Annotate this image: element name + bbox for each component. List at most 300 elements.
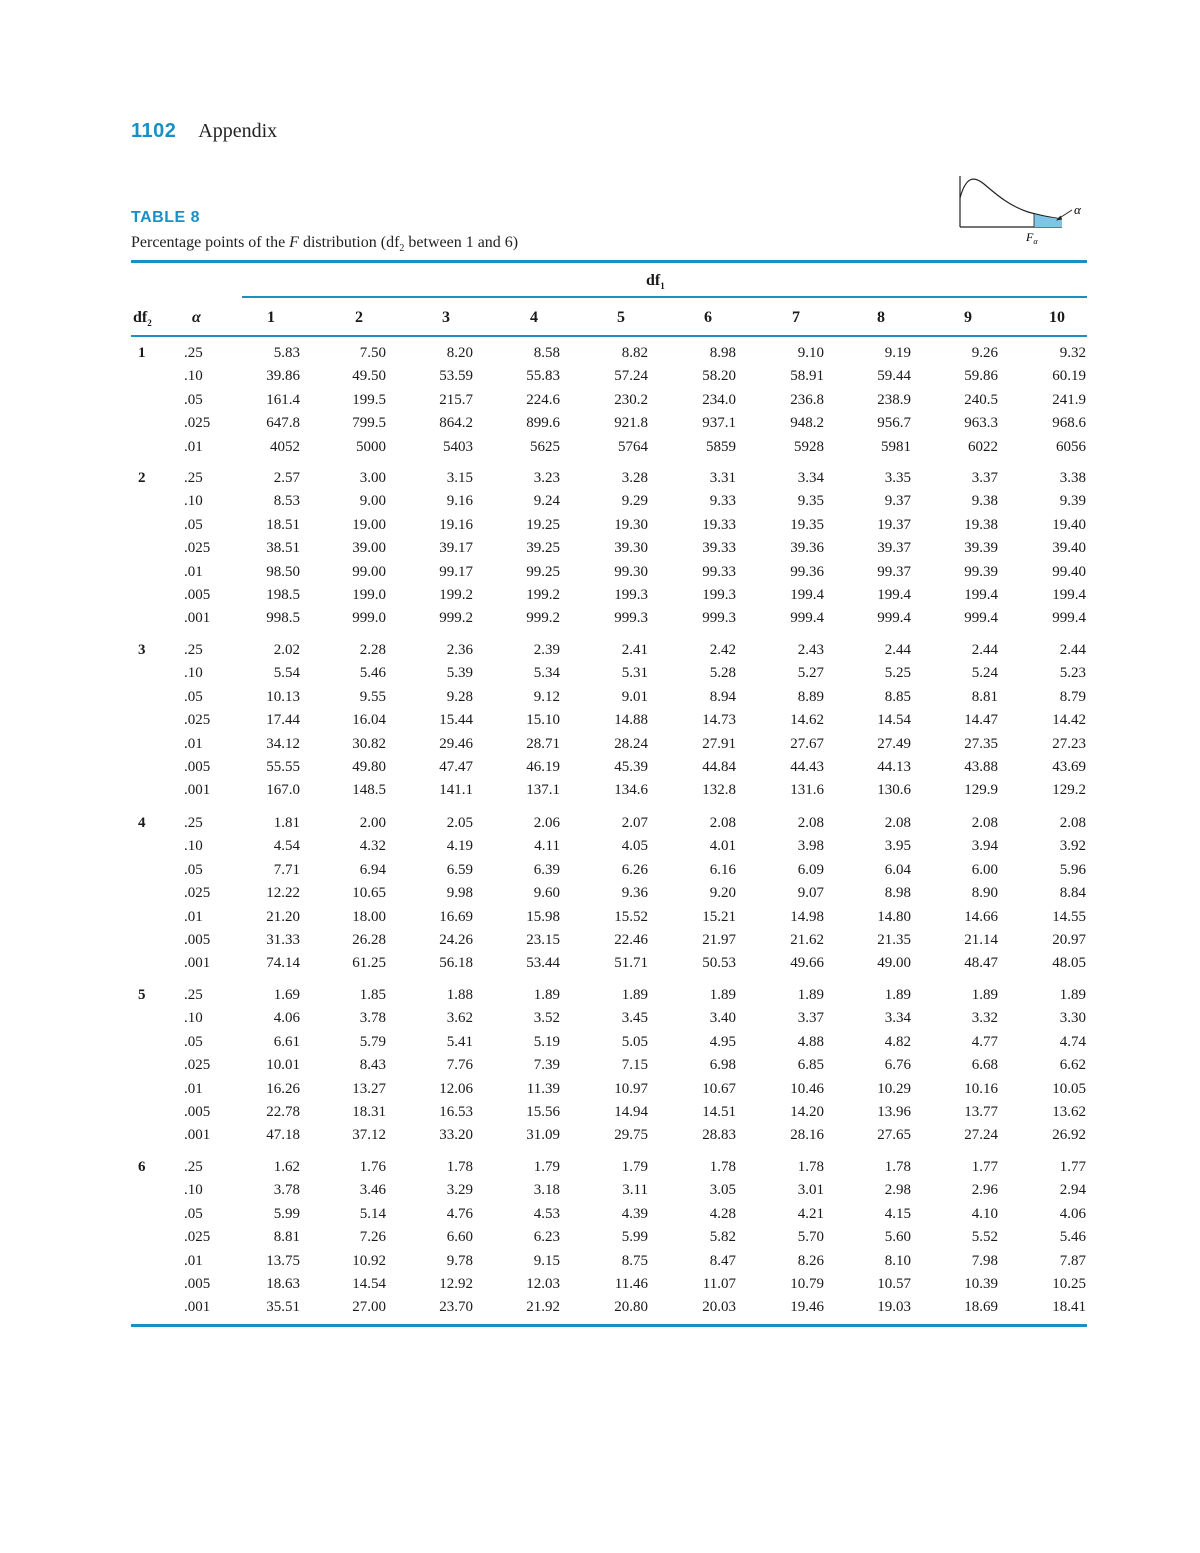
table-cell: 2.41 (621, 642, 648, 658)
table-cell: 19.25 (526, 516, 560, 533)
table-cell: 4.88 (797, 1033, 824, 1050)
alpha-value: .01 (184, 438, 203, 455)
table-cell: 1.78 (797, 1159, 824, 1175)
table-cell: 19.33 (702, 516, 736, 533)
table-cell: 10.92 (352, 1252, 386, 1269)
table-cell: 39.39 (964, 540, 998, 557)
alpha-value: .025 (184, 540, 211, 557)
table-cell: 20.03 (702, 1299, 736, 1316)
table-cell: 53.44 (526, 955, 560, 972)
table-cell: 18.31 (352, 1104, 386, 1120)
table-cell: 38.51 (266, 540, 300, 557)
table-cell: 6.94 (359, 861, 386, 878)
table-cell: 1.89 (971, 987, 998, 1003)
table-cell: 47.18 (266, 1127, 300, 1144)
table-cell: 14.73 (702, 712, 736, 729)
table-cell: 5403 (443, 438, 473, 455)
table-cell: 9.15 (533, 1252, 560, 1269)
table-cell: 15.98 (526, 908, 560, 925)
table-cell: 99.30 (614, 563, 648, 580)
alpha-value: .025 (184, 712, 211, 729)
table-cell: 5859 (706, 438, 736, 455)
table-cell: 5.19 (533, 1033, 560, 1050)
table-cell: 131.6 (790, 782, 824, 799)
table-cell: 2.98 (884, 1182, 911, 1199)
table-cell: 6.61 (273, 1033, 300, 1050)
alpha-value: .005 (184, 1276, 211, 1292)
table-cell: 2.39 (533, 642, 560, 658)
table-cell: 3.23 (533, 470, 560, 486)
table-cell: 5.79 (359, 1033, 386, 1050)
table-cell: 129.9 (964, 782, 998, 799)
df2-group-label: 3 (138, 642, 146, 658)
table-cell: 8.82 (621, 345, 648, 361)
table-cell: 13.77 (964, 1104, 998, 1120)
table-cell: 9.20 (709, 885, 736, 902)
table-cell: 999.3 (702, 610, 736, 627)
alpha-value: .005 (184, 932, 211, 948)
table-cell: 60.19 (1052, 368, 1086, 385)
table-cell: 9.07 (797, 885, 824, 902)
table-cell: 3.34 (797, 470, 824, 486)
df1-rule (242, 296, 1087, 298)
table-cell: 19.16 (439, 516, 473, 533)
table-cell: 4.19 (446, 838, 473, 855)
alpha-value: .10 (184, 838, 203, 855)
alpha-value: .05 (184, 1033, 203, 1050)
column-header-2: 2 (355, 309, 363, 326)
table-cell: 5.28 (709, 665, 736, 682)
df1-label: $df_1$ (646, 272, 665, 292)
table-cell: 7.39 (533, 1057, 560, 1074)
table-cell: 57.24 (614, 368, 648, 385)
alpha-value: .25 (184, 345, 203, 361)
table-cell: 6.00 (971, 861, 998, 878)
table-cell: 4.28 (709, 1205, 736, 1222)
table-cell: 4.06 (1059, 1205, 1086, 1222)
table-cell: 130.6 (877, 782, 911, 799)
table-cell: 22.46 (614, 932, 648, 948)
table-cell: 14.88 (614, 712, 648, 729)
alpha-value: .025 (184, 1229, 211, 1246)
table-cell: 39.40 (1052, 540, 1086, 557)
table-cell: 98.50 (266, 563, 300, 580)
table-cell: 5.46 (1059, 1229, 1086, 1246)
table-cell: 6.62 (1059, 1057, 1086, 1074)
table-cell: 647.8 (266, 415, 300, 432)
table-cell: 14.55 (1052, 908, 1086, 925)
column-header-1: 1 (267, 309, 275, 326)
table-cell: 3.45 (621, 1010, 648, 1027)
table-caption: Percentage points of the F distribution ($df_2$ between 1 and 6) (131, 234, 519, 255)
table-top-rule (131, 260, 1087, 263)
section-title: Appendix (198, 120, 278, 142)
table-cell: 15.10 (526, 712, 560, 729)
table-cell: 9.39 (1059, 493, 1086, 510)
table-cell: 10.01 (266, 1057, 300, 1074)
table-cell: 3.37 (797, 1010, 824, 1027)
table-cell: 27.91 (702, 735, 736, 752)
table-cell: 10.67 (702, 1080, 736, 1097)
table-cell: 2.07 (621, 815, 648, 831)
table-cell: 241.9 (1052, 391, 1086, 408)
table-cell: 6.68 (971, 1057, 998, 1074)
table-cell: 5764 (618, 438, 648, 455)
table-cell: 14.98 (790, 908, 824, 925)
table-cell: 238.9 (877, 391, 911, 408)
df2-header: $df_2$ (133, 309, 152, 329)
table-cell: 963.3 (964, 415, 998, 432)
table-cell: 224.6 (526, 391, 560, 408)
table-cell: 215.7 (439, 391, 473, 408)
table-cell: 27.24 (964, 1127, 998, 1144)
table-cell: 6.85 (797, 1057, 824, 1074)
table-cell: 199.2 (526, 587, 560, 603)
table-cell: 199.4 (964, 587, 998, 603)
table-cell: 5.52 (971, 1229, 998, 1246)
alpha-value: .025 (184, 415, 211, 432)
table-cell: 3.29 (446, 1182, 473, 1199)
table-cell: 1.79 (621, 1159, 648, 1175)
alpha-label: α (1074, 202, 1081, 217)
table-cell: 8.89 (797, 688, 824, 705)
table-cell: 3.28 (621, 470, 648, 486)
table-cell: 148.5 (352, 782, 386, 799)
table-cell: 4.95 (709, 1033, 736, 1050)
alpha-value: .05 (184, 688, 203, 705)
table-cell: 5.46 (359, 665, 386, 682)
table-cell: 48.05 (1052, 955, 1086, 972)
page-number: 1102 (131, 120, 177, 142)
table-cell: 26.92 (1052, 1127, 1086, 1144)
table-cell: 5.23 (1059, 665, 1086, 682)
table-cell: 15.21 (702, 908, 736, 925)
table-cell: 968.6 (1052, 415, 1086, 432)
table-cell: 1.76 (359, 1159, 386, 1175)
table-cell: 49.00 (877, 955, 911, 972)
table-cell: 236.8 (790, 391, 824, 408)
table-cell: 19.46 (790, 1299, 824, 1316)
table-cell: 4.54 (273, 838, 300, 855)
table-cell: 44.13 (877, 759, 911, 775)
table-cell: 44.84 (702, 759, 736, 775)
table-cell: 141.1 (439, 782, 473, 799)
table-cell: 5981 (881, 438, 911, 455)
table-cell: 14.80 (877, 908, 911, 925)
table-cell: 45.39 (614, 759, 648, 775)
table-cell: 6.26 (621, 861, 648, 878)
table-cell: 19.38 (964, 516, 998, 533)
f-alpha-label: $F_\alpha$ (1026, 230, 1038, 246)
table-cell: 13.62 (1052, 1104, 1086, 1120)
table-cell: 3.38 (1059, 470, 1086, 486)
alpha-value: .05 (184, 391, 203, 408)
table-cell: 8.26 (797, 1252, 824, 1269)
table-cell: 4.10 (971, 1205, 998, 1222)
table-cell: 3.34 (884, 1010, 911, 1027)
table-cell: 999.4 (1052, 610, 1086, 627)
f-distribution-figure (950, 172, 1090, 252)
table-cell: 16.53 (439, 1104, 473, 1120)
table-cell: 14.20 (790, 1104, 824, 1120)
table-cell: 21.20 (266, 908, 300, 925)
table-cell: 5.05 (621, 1033, 648, 1050)
table-cell: 3.32 (971, 1010, 998, 1027)
table-cell: 1.78 (446, 1159, 473, 1175)
table-cell: 14.51 (702, 1104, 736, 1120)
table-cell: 3.05 (709, 1182, 736, 1199)
table-cell: 5625 (530, 438, 560, 455)
table-cell: 1.89 (621, 987, 648, 1003)
table-cell: 9.32 (1059, 345, 1086, 361)
alpha-value: .001 (184, 610, 211, 627)
table-cell: 13.96 (877, 1104, 911, 1120)
table-cell: 1.78 (884, 1159, 911, 1175)
table-cell: 5.60 (884, 1229, 911, 1246)
table-cell: 4.53 (533, 1205, 560, 1222)
table-cell: 6022 (968, 438, 998, 455)
table-cell: 1.77 (1059, 1159, 1086, 1175)
table-cell: 9.55 (359, 688, 386, 705)
table-cell: 5.27 (797, 665, 824, 682)
table-cell: 2.44 (884, 642, 911, 658)
table-cell: 6.39 (533, 861, 560, 878)
table-cell: 14.94 (614, 1104, 648, 1120)
table-cell: 3.78 (359, 1010, 386, 1027)
table-cell: 999.4 (877, 610, 911, 627)
table-cell: 8.47 (709, 1252, 736, 1269)
table-cell: 51.71 (614, 955, 648, 972)
table-cell: 8.98 (709, 345, 736, 361)
table-cell: 17.44 (266, 712, 300, 729)
table-cell: 1.88 (446, 987, 473, 1003)
table-cell: 61.25 (352, 955, 386, 972)
table-cell: 8.58 (533, 345, 560, 361)
table-cell: 6.16 (709, 861, 736, 878)
table-bottom-rule (131, 1324, 1087, 1327)
table-cell: 14.62 (790, 712, 824, 729)
alpha-value: .05 (184, 1205, 203, 1222)
table-cell: 9.36 (621, 885, 648, 902)
column-header-9: 9 (964, 309, 972, 326)
table-cell: 10.46 (790, 1080, 824, 1097)
table-cell: 1.89 (797, 987, 824, 1003)
alpha-value: .10 (184, 1010, 203, 1027)
table-cell: 1.89 (533, 987, 560, 1003)
table-cell: 58.91 (790, 368, 824, 385)
table-cell: 4.76 (446, 1205, 473, 1222)
alpha-value: .01 (184, 908, 203, 925)
table-cell: 48.47 (964, 955, 998, 972)
table-cell: 10.65 (352, 885, 386, 902)
table-cell: 7.26 (359, 1229, 386, 1246)
table-cell: 5.99 (273, 1205, 300, 1222)
table-cell: 5.54 (273, 665, 300, 682)
df2-group-label: 5 (138, 987, 146, 1003)
table-cell: 39.86 (266, 368, 300, 385)
table-cell: 4.01 (709, 838, 736, 855)
table-cell: 74.14 (266, 955, 300, 972)
table-cell: 15.56 (526, 1104, 560, 1120)
table-cell: 19.37 (877, 516, 911, 533)
table-cell: 1.77 (971, 1159, 998, 1175)
table-cell: 21.92 (526, 1299, 560, 1316)
table-cell: 4.77 (971, 1033, 998, 1050)
table-cell: 28.83 (702, 1127, 736, 1144)
table-cell: 4.82 (884, 1033, 911, 1050)
table-cell: 921.8 (614, 415, 648, 432)
table-cell: 27.23 (1052, 735, 1086, 752)
table-cell: 199.4 (790, 587, 824, 603)
table-cell: 99.25 (526, 563, 560, 580)
table-cell: 19.40 (1052, 516, 1086, 533)
table-cell: 9.38 (971, 493, 998, 510)
table-cell: 2.94 (1059, 1182, 1086, 1199)
table-cell: 99.37 (877, 563, 911, 580)
table-cell: 14.66 (964, 908, 998, 925)
table-cell: 10.79 (790, 1276, 824, 1292)
table-cell: 9.60 (533, 885, 560, 902)
table-cell: 1.79 (533, 1159, 560, 1175)
table-cell: 8.84 (1059, 885, 1086, 902)
table-cell: 199.3 (614, 587, 648, 603)
table-label: TABLE 8 (131, 209, 200, 226)
table-cell: 9.10 (797, 345, 824, 361)
table-cell: 21.14 (964, 932, 998, 948)
table-cell: 9.78 (446, 1252, 473, 1269)
table-cell: 3.94 (971, 838, 998, 855)
table-cell: 6056 (1056, 438, 1086, 455)
table-cell: 2.57 (273, 470, 300, 486)
table-cell: 2.42 (709, 642, 736, 658)
column-header-7: 7 (792, 309, 800, 326)
table-cell: 137.1 (526, 782, 560, 799)
table-cell: 19.35 (790, 516, 824, 533)
table-cell: 1.81 (273, 815, 300, 831)
table-cell: 3.95 (884, 838, 911, 855)
table-cell: 6.23 (533, 1229, 560, 1246)
table-cell: 5.14 (359, 1205, 386, 1222)
table-cell: 948.2 (790, 415, 824, 432)
table-cell: 9.33 (709, 493, 736, 510)
table-cell: 50.53 (702, 955, 736, 972)
table-cell: 998.5 (266, 610, 300, 627)
table-cell: 34.12 (266, 735, 300, 752)
table-cell: 58.20 (702, 368, 736, 385)
table-cell: 9.35 (797, 493, 824, 510)
table-cell: 198.5 (266, 587, 300, 603)
header-rule (131, 335, 1087, 337)
table-cell: 199.4 (877, 587, 911, 603)
table-cell: 3.15 (446, 470, 473, 486)
table-cell: 999.4 (964, 610, 998, 627)
table-cell: 39.25 (526, 540, 560, 557)
table-cell: 39.37 (877, 540, 911, 557)
table-cell: 53.59 (439, 368, 473, 385)
table-cell: 5.31 (621, 665, 648, 682)
table-cell: 19.30 (614, 516, 648, 533)
table-cell: 12.03 (526, 1276, 560, 1292)
table-cell: 9.12 (533, 688, 560, 705)
alpha-value: .25 (184, 987, 203, 1003)
table-cell: 3.40 (709, 1010, 736, 1027)
table-cell: 10.29 (877, 1080, 911, 1097)
alpha-value: .005 (184, 1104, 211, 1120)
table-cell: 4.15 (884, 1205, 911, 1222)
table-cell: 199.0 (352, 587, 386, 603)
table-cell: 2.00 (359, 815, 386, 831)
table-cell: 4052 (270, 438, 300, 455)
table-cell: 18.51 (266, 516, 300, 533)
table-cell: 19.00 (352, 516, 386, 533)
table-cell: 1.69 (273, 987, 300, 1003)
table-cell: 5.41 (446, 1033, 473, 1050)
table-cell: 2.08 (971, 815, 998, 831)
table-cell: 44.43 (790, 759, 824, 775)
table-cell: 28.24 (614, 735, 648, 752)
column-header-4: 4 (530, 309, 538, 326)
table-cell: 2.08 (1059, 815, 1086, 831)
column-header-6: 6 (704, 309, 712, 326)
df2-group-label: 4 (138, 815, 146, 831)
table-cell: 7.71 (273, 861, 300, 878)
table-cell: 3.18 (533, 1182, 560, 1199)
table-cell: 18.41 (1052, 1299, 1086, 1316)
alpha-value: .10 (184, 493, 203, 510)
table-cell: 8.53 (273, 493, 300, 510)
table-cell: 5.83 (273, 345, 300, 361)
alpha-value: .25 (184, 470, 203, 486)
table-cell: 199.5 (352, 391, 386, 408)
table-cell: 55.55 (266, 759, 300, 775)
table-cell: 5000 (356, 438, 386, 455)
table-cell: 59.44 (877, 368, 911, 385)
table-cell: 199.4 (1052, 587, 1086, 603)
table-cell: 11.39 (526, 1080, 560, 1097)
alpha-value: .05 (184, 861, 203, 878)
table-cell: 99.33 (702, 563, 736, 580)
table-cell: 9.16 (446, 493, 473, 510)
table-cell: 49.66 (790, 955, 824, 972)
table-cell: 29.75 (614, 1127, 648, 1144)
table-cell: 14.54 (352, 1276, 386, 1292)
table-cell: 2.44 (971, 642, 998, 658)
table-cell: 10.39 (964, 1276, 998, 1292)
table-cell: 1.62 (273, 1159, 300, 1175)
table-cell: 2.96 (971, 1182, 998, 1199)
table-cell: 10.25 (1052, 1276, 1086, 1292)
table-cell: 9.28 (446, 688, 473, 705)
table-cell: 3.00 (359, 470, 386, 486)
table-cell: 22.78 (266, 1104, 300, 1120)
table-cell: 3.52 (533, 1010, 560, 1027)
table-cell: 8.20 (446, 345, 473, 361)
table-cell: 1.89 (709, 987, 736, 1003)
table-cell: 999.2 (526, 610, 560, 627)
table-cell: 199.2 (439, 587, 473, 603)
table-cell: 9.01 (621, 688, 648, 705)
table-cell: 99.36 (790, 563, 824, 580)
table-cell: 13.27 (352, 1080, 386, 1097)
table-cell: 2.08 (797, 815, 824, 831)
table-cell: 27.49 (877, 735, 911, 752)
table-cell: 937.1 (702, 415, 736, 432)
table-cell: 1.89 (884, 987, 911, 1003)
table-cell: 2.28 (359, 642, 386, 658)
table-cell: 31.33 (266, 932, 300, 948)
table-cell: 43.88 (964, 759, 998, 775)
alpha-value: .001 (184, 1299, 211, 1316)
